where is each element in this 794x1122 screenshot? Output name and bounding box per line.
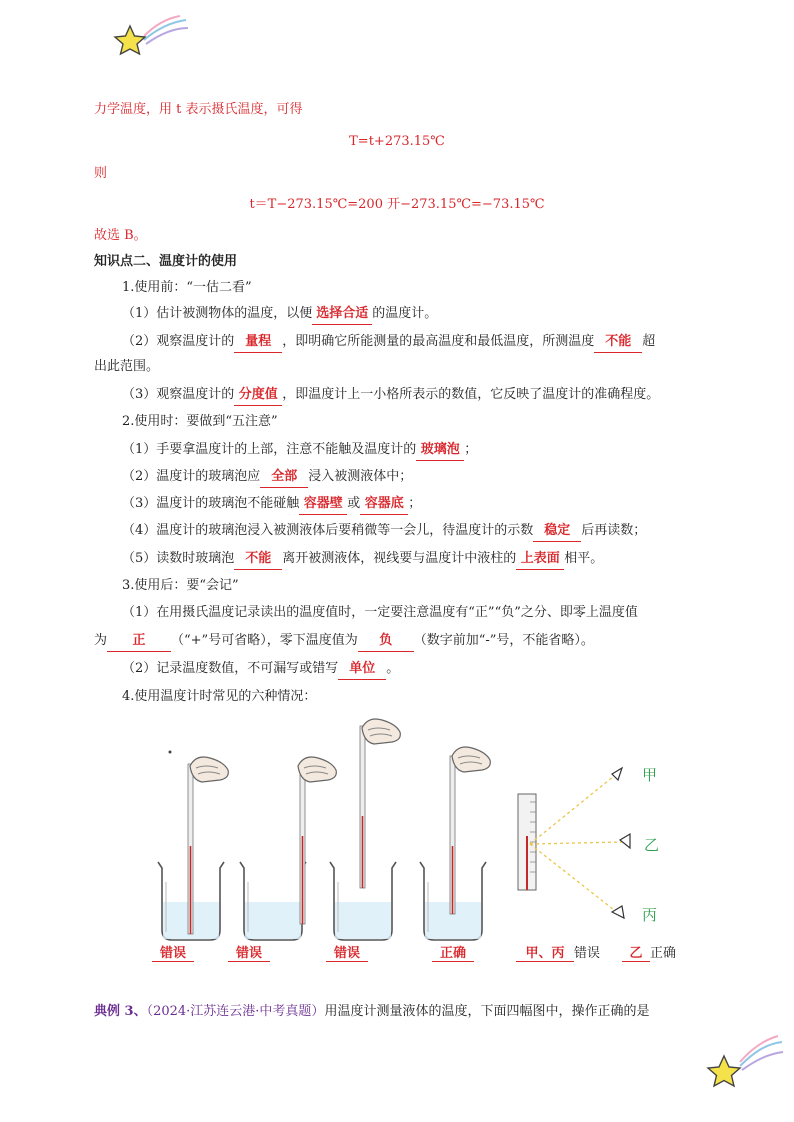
subsection-title: 4.使用温度计时常见的六种情况： xyxy=(122,689,317,704)
caption-blank: 错误 xyxy=(326,942,368,962)
text-line: 出此范围。 xyxy=(94,359,160,374)
caption-text: 错误 xyxy=(574,946,601,961)
text-line: （3）观察温度计的 分度值 ，即温度计上一小格所表示的数值，它反映了温度计的准确程度。 xyxy=(122,385,659,406)
answer-text: 故选 B。 xyxy=(94,228,147,243)
answer-blank: 负 xyxy=(358,631,414,652)
solution-text: 力学温度，用 t 表示摄氏温度，可得 xyxy=(94,102,303,117)
answer-blank: 稳定 xyxy=(533,521,581,542)
answer-blank: 量程 xyxy=(234,332,282,353)
reading-angle-scene xyxy=(518,766,659,924)
text-line: （2）温度计的玻璃泡应 全部 浸入被测液体中； xyxy=(122,467,412,488)
example-source: （2024·江苏连云港·中考真题） xyxy=(146,1004,325,1019)
text-line: （1）手要拿温度计的上部，注意不能触及温度计的 玻璃泡 ； xyxy=(122,440,477,461)
thermometer-scene-1 xyxy=(158,751,228,941)
eye-label-jia: 甲 xyxy=(642,766,658,784)
thermometer-scene-3 xyxy=(330,719,400,940)
shooting-star-icon xyxy=(704,1030,784,1096)
eye-label-bing: 丙 xyxy=(642,906,658,924)
answer-blank: 正 xyxy=(107,631,171,652)
section-title: 知识点二、温度计的使用 xyxy=(94,254,238,269)
thermometer-scene-4 xyxy=(420,747,490,940)
eye-label-yi: 乙 xyxy=(644,836,660,854)
example-label: 典例 3、 xyxy=(94,1004,147,1019)
answer-blank: 单位 xyxy=(338,659,386,680)
figure-captions xyxy=(0,942,794,964)
text-line: （2）观察温度计的 量程 ，即明确它所能测量的最高温度和最低温度，所测温度 不能 超 xyxy=(122,332,655,353)
formula: T=t+273.15℃ xyxy=(349,134,445,149)
subsection-title: 3.使用后：要“会记” xyxy=(122,578,239,593)
caption-blank: 错误 xyxy=(228,942,270,962)
caption-blank: 甲、丙 xyxy=(516,942,574,962)
text-line: （2）记录温度数值，不可漏写或错写 单位 。 xyxy=(122,659,399,680)
answer-blank: 玻璃泡 xyxy=(416,440,464,461)
text-line: （4）温度计的玻璃泡浸入被测液体后要稍微等一会儿，待温度计的示数 稳定 后再读数； xyxy=(122,521,646,542)
example-line xyxy=(94,1002,649,1022)
caption-text: 正确 xyxy=(650,946,677,961)
answer-blank: 不能 xyxy=(234,549,282,570)
eye-icon xyxy=(612,768,630,918)
answer-blank: 容器壁 xyxy=(299,494,347,515)
answer-blank: 全部 xyxy=(260,467,308,488)
example-question: 用温度计测量液体的温度，下面四幅图中，操作正确的是 xyxy=(324,1004,650,1019)
answer-blank: 选择合适 xyxy=(312,304,372,325)
answer-blank: 分度值 xyxy=(234,385,282,406)
caption-blank: 乙 xyxy=(622,942,650,962)
text-line: （3）温度计的玻璃泡不能碰触 容器壁 或 容器底 ； xyxy=(122,494,421,515)
thermometer-scene-2 xyxy=(240,757,336,940)
text-line: 为 正 （“+”号可省略），零下温度值为 负 （数字前加“-”号，不能省略）。 xyxy=(94,631,594,652)
formula: t＝T−273.15℃=200 开−273.15℃=−73.15℃ xyxy=(249,197,545,212)
answer-blank: 不能 xyxy=(594,332,642,353)
solution-text: 则 xyxy=(94,166,108,181)
text-line: （1）在用摄氏温度记录读出的温度值时，一定要注意温度有“正”“负”之分、即零上温度值 xyxy=(122,605,638,620)
subsection-title: 2.使用时：要做到“五注意” xyxy=(122,414,278,429)
caption-blank: 错误 xyxy=(152,942,194,962)
thermometer-usage-figure xyxy=(140,716,700,946)
subsection-title: 1.使用前：“一估二看” xyxy=(122,280,252,295)
shooting-star-icon xyxy=(110,14,190,66)
answer-blank: 容器底 xyxy=(360,494,408,515)
answer-blank: 上表面 xyxy=(516,549,564,570)
text-line: （5）读数时玻璃泡 不能 离开被测液体，视线要与温度计中液柱的 上表面 相平。 xyxy=(122,549,603,570)
text-line: （1）估计被测物体的温度，以便 选择合适 的温度计。 xyxy=(122,304,437,325)
caption-blank: 正确 xyxy=(432,942,474,962)
